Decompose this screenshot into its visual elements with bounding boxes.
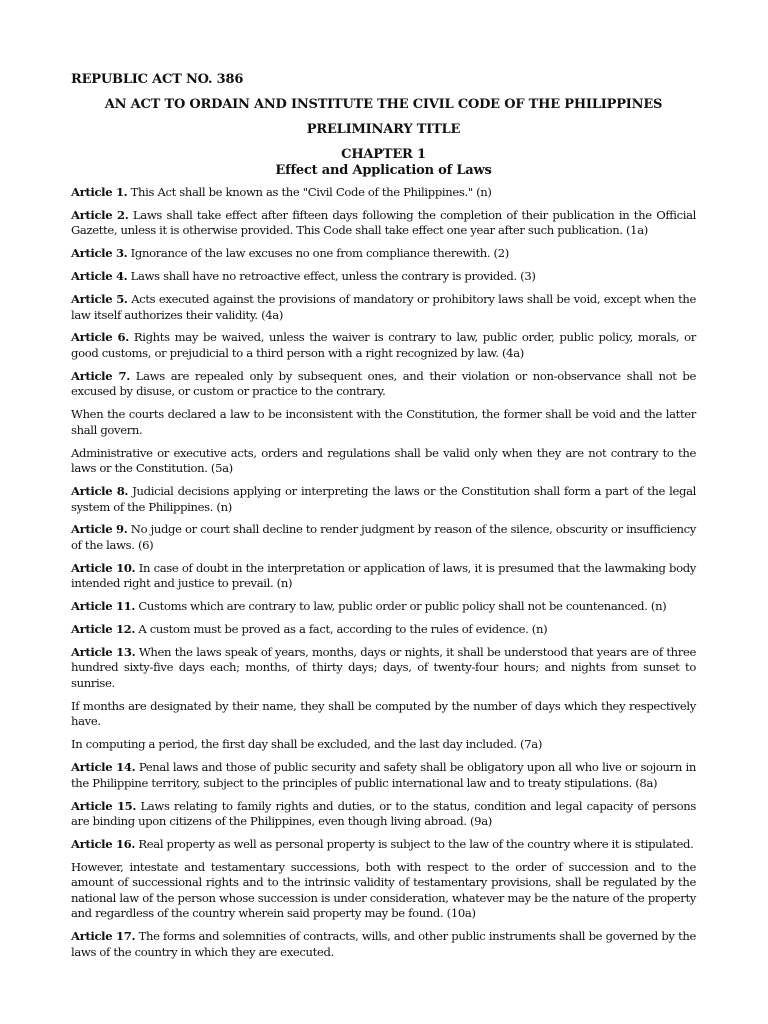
article-label: Article 3.: [71, 246, 128, 261]
article-label: Article 6.: [71, 330, 129, 345]
act-title: AN ACT TO ORDAIN AND INSTITUTE THE CIVIL CODE OF THE PHILIPPINES: [104, 97, 663, 112]
paragraph: [71, 330, 696, 361]
paragraph: [71, 208, 696, 239]
paragraph: [71, 407, 696, 438]
paragraph-text: Judicial decisions applying or interpreting the laws or the Constitution shall form a part of the legal system of the Philippines. (n): [71, 484, 696, 514]
paragraph-text: Administrative or executive acts, orders and regulations shall be valid only when they are not contrary to the laws or the Constitution. (5a): [71, 445, 696, 476]
paragraph: [71, 369, 696, 400]
paragraph-text: Customs which are contrary to law, public order or public policy shall not be countenanced. (n): [135, 599, 667, 614]
article-label: Article 1.: [71, 185, 128, 199]
paragraph: [71, 185, 696, 201]
article-label: Article 11.: [71, 599, 136, 614]
paragraph-text: In case of doubt in the interpretation or application of laws, it is presumed that the lawmaking body intended right and justice to prevail. (n): [71, 560, 697, 591]
paragraph-text: Laws shall have no retroactive effect, unless the contrary is provided. (3): [127, 269, 536, 284]
chapter-number: CHAPTER 1: [341, 147, 426, 162]
paragraph: [71, 860, 696, 922]
paragraph-text: When the courts declared a law to be inconsistent with the Constitution, the former shall be void and the latter shall govern.: [71, 407, 696, 437]
article-label: Article 14.: [71, 760, 136, 775]
paragraph-text: Penal laws and those of public security and safety shall be obligatory upon all who live or sojourn in the Philippine territory, subject to the principles of public international law and to treaty stipulations. (8a): [71, 760, 696, 790]
paragraph: [71, 699, 696, 730]
paragraph: [71, 561, 696, 592]
paragraph-text: The forms and solemnities of contracts, wills, and other public instruments shall be governed by the laws of the country in which they are executed.: [71, 929, 697, 959]
article-label: Article 4.: [71, 269, 128, 284]
article-label: Article 2.: [71, 207, 129, 222]
paragraph-text: Laws are repealed only by subsequent ones, and their violation or non-observance shall not be excused by disuse, or custom or practice to the contrary.: [71, 368, 696, 399]
paragraph-text: This Act shall be known as the "Civil Code of the Philippines." (n): [127, 185, 492, 199]
paragraph-text: Acts executed against the provisions of mandatory or prohibitory laws shall be void, except when the law itself authorizes their validity. (4a): [71, 292, 696, 322]
paragraph: [71, 446, 696, 477]
paragraph-text: Ignorance of the law excuses no one from compliance therewith. (2): [127, 246, 509, 261]
article-label: Article 12.: [71, 622, 136, 637]
paragraph: [71, 269, 696, 285]
paragraph-text: Laws shall take effect after fifteen days following the completion of their publication in the Official Gazette, unless it is otherwise provided. This Code shall take effect one year after such publication. (1a): [71, 207, 697, 238]
act-number: REPUBLIC ACT NO. 386: [71, 72, 244, 87]
paragraph: [71, 737, 696, 753]
paragraph-text: Real property as well as personal property is subject to the law of the country where it is stipulated.: [135, 836, 694, 851]
article-label: Article 9.: [71, 522, 128, 537]
article-label: Article 17.: [71, 929, 136, 944]
paragraph: [71, 484, 696, 515]
paragraph: [71, 837, 696, 853]
paragraph: [71, 292, 696, 323]
paragraph: [71, 522, 696, 553]
paragraph: [71, 246, 696, 262]
article-label: Article 15.: [71, 798, 137, 813]
article-label: Article 13.: [71, 644, 136, 659]
preliminary-title: PRELIMINARY TITLE: [306, 122, 461, 137]
chapter-title: Effect and Application of Laws: [275, 163, 492, 178]
paragraph: [71, 799, 696, 830]
paragraph: [71, 599, 696, 615]
article-label: Article 7.: [71, 368, 130, 383]
paragraph-text: Rights may be waived, unless the waiver is contrary to law, public order, public policy, morals, or good customs, or prejudicial to a third person with a right recognized by law. (4a): [71, 330, 697, 360]
paragraph: [71, 760, 696, 791]
paragraph-text: When the laws speak of years, months, days or nights, it shall be understood that years are of three hundred sixty-five days each; months, of thirty days; days, of twenty-four hours; and nights from sunset to sunrise.: [71, 644, 696, 690]
article-label: Article 10.: [71, 560, 136, 575]
paragraph-text: A custom must be proved as a fact, according to the rules of evidence. (n): [135, 622, 548, 637]
document-body: [71, 185, 696, 960]
paragraph-text: However, intestate and testamentary successions, both with respect to the order of succession and to the amount of successional rights and to the intrinsic validity of testamentary provisions, shall be regulated by the national law of the person whose succession is under consideration, whatever may be the nature of the property and regardless of the country wherein said property may be found. (10a): [71, 859, 696, 921]
article-label: Article 16.: [71, 836, 136, 851]
paragraph: [71, 929, 696, 960]
paragraph: [71, 645, 696, 692]
paragraph-text: Laws relating to family rights and duties, or to the status, condition and legal capacity of persons are binding upon citizens of the Philippines, even though living abroad. (9a): [71, 798, 697, 829]
paragraph-text: No judge or court shall decline to render judgment by reason of the silence, obscurity or insufficiency of the laws. (6): [71, 522, 697, 552]
paragraph-text: If months are designated by their name, they shall be computed by the number of days which they respectively have.: [71, 698, 696, 729]
paragraph: [71, 622, 696, 638]
article-label: Article 8.: [71, 484, 129, 499]
article-label: Article 5.: [71, 292, 128, 307]
paragraph-text: In computing a period, the first day shall be excluded, and the last day included. (7a): [71, 737, 542, 752]
